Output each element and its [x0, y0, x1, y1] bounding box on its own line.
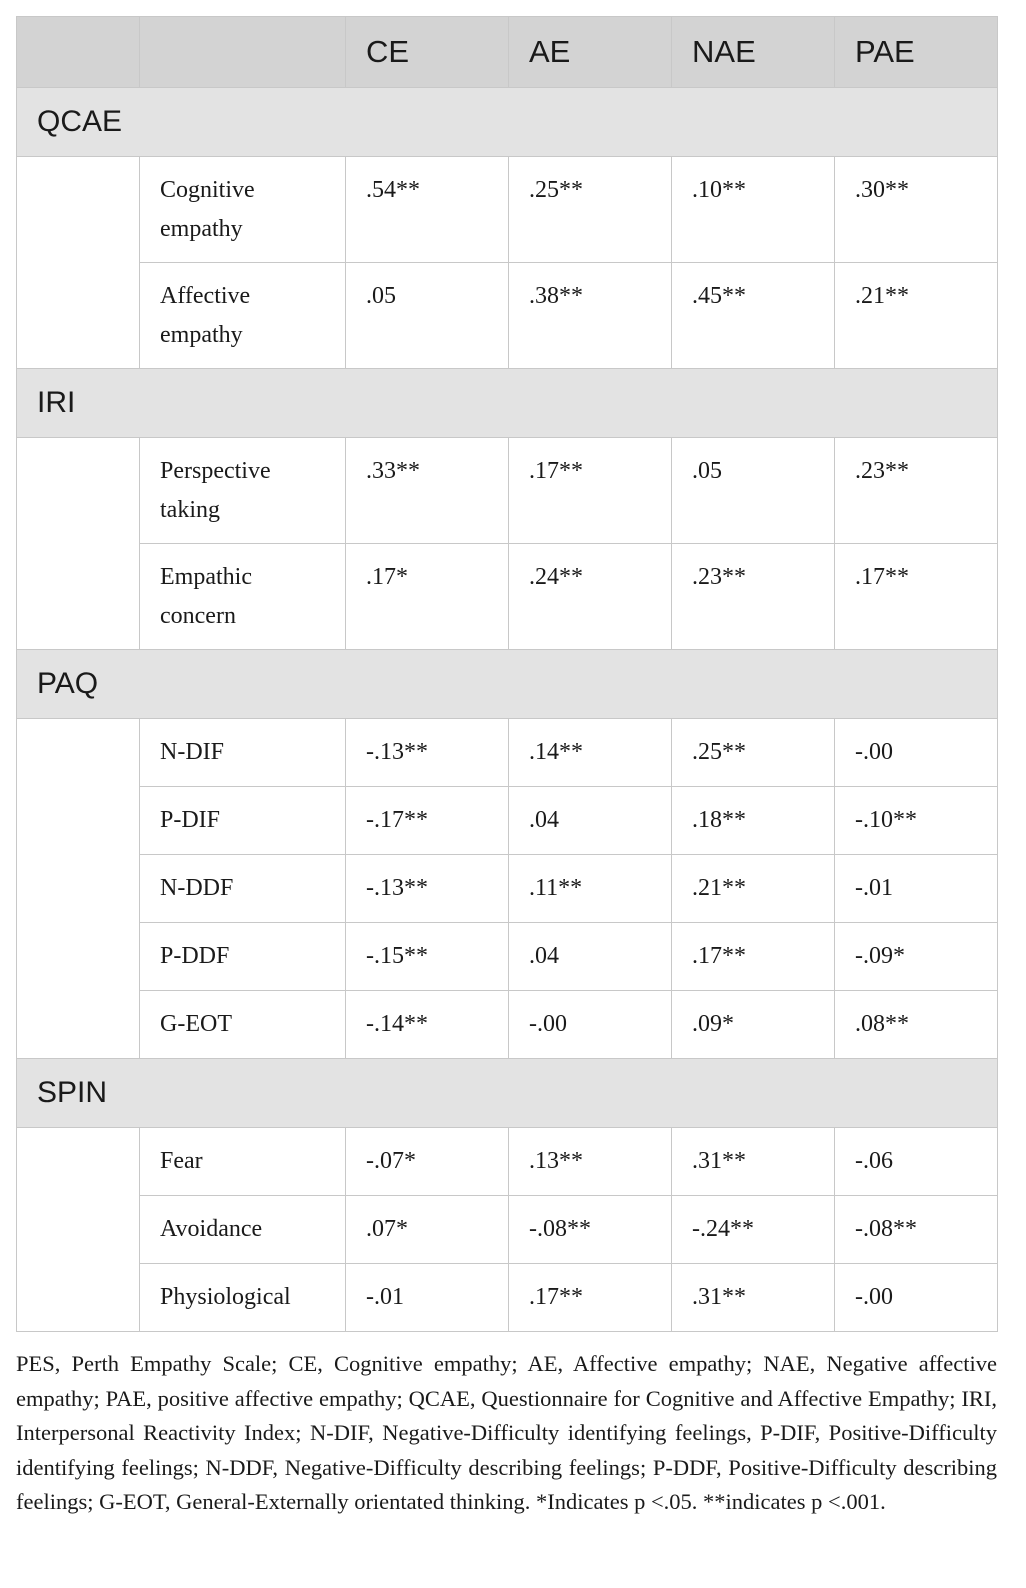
- value-cell: .11**: [509, 855, 672, 923]
- table-row: [17, 1264, 998, 1332]
- correlation-table-container: [16, 16, 997, 1332]
- section-heading: PAQ: [17, 650, 998, 719]
- row-label-cell: [140, 787, 346, 855]
- row-label-cell: [140, 855, 346, 923]
- row-label: Fear: [160, 1148, 203, 1174]
- table-row: [17, 438, 998, 544]
- table-row: [17, 991, 998, 1059]
- header-cell-ae: AE: [509, 17, 672, 88]
- value-cell: -.08**: [835, 1196, 998, 1264]
- row-label-cell: [140, 157, 346, 263]
- value-cell: .31**: [672, 1264, 835, 1332]
- value-cell: -.13**: [346, 719, 509, 787]
- row-label: Empathic concern: [160, 564, 252, 629]
- table-header: [17, 17, 998, 88]
- table-footnote: PES, Perth Empathy Scale; CE, Cognitive empathy; AE, Affective empathy; NAE, Negative affective empathy; PAE, positive affective empathy; QCAE, Questionnaire for Cognitive and Affective Empathy; IRI, Interpersonal Reactivity Index; N-DIF, Negative-Difficulty identifying feelings, P-DIF, Positive-Difficulty identifying feelings; N-DDF, Negative-Difficulty describing feelings; P-DDF, Positive-Difficulty describing feelings; G-EOT, General-Externally orientated thinking. *Indicates p <.05. **indicates p <.001.: [16, 1351, 997, 1514]
- table-row: [17, 157, 998, 263]
- section-heading: IRI: [17, 369, 998, 438]
- header-cell-ce: CE: [346, 17, 509, 88]
- section-row: [17, 369, 998, 438]
- table-row: [17, 719, 998, 787]
- table-row: [17, 855, 998, 923]
- section-row: [17, 650, 998, 719]
- table-body: [17, 88, 998, 1332]
- value-cell: -.00: [835, 1264, 998, 1332]
- value-cell: .33**: [346, 438, 509, 544]
- value-cell: .13**: [509, 1128, 672, 1196]
- value-cell: -.07*: [346, 1128, 509, 1196]
- value-cell: .08**: [835, 991, 998, 1059]
- table-row: [17, 1196, 998, 1264]
- value-cell: -.14**: [346, 991, 509, 1059]
- row-label-cell: [140, 719, 346, 787]
- value-cell: .09*: [672, 991, 835, 1059]
- row-label: N-DDF: [160, 875, 234, 901]
- section-row: [17, 1059, 998, 1128]
- value-cell: .17*: [346, 544, 509, 650]
- value-cell: .21**: [835, 263, 998, 369]
- value-cell: .25**: [672, 719, 835, 787]
- value-cell: .14**: [509, 719, 672, 787]
- header-row: [17, 17, 998, 88]
- value-cell: -.08**: [509, 1196, 672, 1264]
- value-cell: .25**: [509, 157, 672, 263]
- section-heading: SPIN: [17, 1059, 998, 1128]
- value-cell: -.15**: [346, 923, 509, 991]
- section-row: [17, 88, 998, 157]
- value-cell: .10**: [672, 157, 835, 263]
- row-label-cell: [140, 991, 346, 1059]
- table-row: [17, 263, 998, 369]
- value-cell: -.13**: [346, 855, 509, 923]
- indent-cell: [17, 438, 140, 650]
- header-cell-scale: [17, 17, 140, 88]
- row-label-cell: [140, 263, 346, 369]
- header-cell-nae: NAE: [672, 17, 835, 88]
- value-cell: .05: [346, 263, 509, 369]
- row-label-cell: [140, 438, 346, 544]
- value-cell: -.00: [509, 991, 672, 1059]
- value-cell: -.10**: [835, 787, 998, 855]
- value-cell: .23**: [835, 438, 998, 544]
- indent-cell: [17, 1128, 140, 1332]
- row-label: Avoidance: [160, 1216, 263, 1242]
- value-cell: -.24**: [672, 1196, 835, 1264]
- header-cell-subscale: [140, 17, 346, 88]
- row-label: N-DIF: [160, 739, 224, 765]
- value-cell: .07*: [346, 1196, 509, 1264]
- section-heading: QCAE: [17, 88, 998, 157]
- value-cell: .21**: [672, 855, 835, 923]
- value-cell: .54**: [346, 157, 509, 263]
- value-cell: -.01: [346, 1264, 509, 1332]
- value-cell: .05: [672, 438, 835, 544]
- header-cell-pae: PAE: [835, 17, 998, 88]
- table-row: [17, 1128, 998, 1196]
- value-cell: .30**: [835, 157, 998, 263]
- indent-cell: [17, 157, 140, 369]
- row-label: Cognitive empathy: [160, 177, 255, 242]
- row-label-cell: [140, 544, 346, 650]
- row-label-cell: [140, 1264, 346, 1332]
- value-cell: .24**: [509, 544, 672, 650]
- row-label-cell: [140, 1196, 346, 1264]
- value-cell: .38**: [509, 263, 672, 369]
- value-cell: -.00: [835, 719, 998, 787]
- row-label: Physiological: [160, 1284, 291, 1310]
- table-row: [17, 787, 998, 855]
- row-label-cell: [140, 1128, 346, 1196]
- row-label: Affective empathy: [160, 283, 251, 348]
- value-cell: .04: [509, 923, 672, 991]
- value-cell: .04: [509, 787, 672, 855]
- correlation-table: [16, 16, 998, 1332]
- row-label: G-EOT: [160, 1011, 232, 1037]
- value-cell: .17**: [835, 544, 998, 650]
- value-cell: -.17**: [346, 787, 509, 855]
- value-cell: .45**: [672, 263, 835, 369]
- indent-cell: [17, 719, 140, 1059]
- value-cell: -.01: [835, 855, 998, 923]
- value-cell: .17**: [509, 1264, 672, 1332]
- value-cell: -.06: [835, 1128, 998, 1196]
- row-label: P-DIF: [160, 807, 221, 833]
- row-label: P-DDF: [160, 943, 230, 969]
- value-cell: .17**: [672, 923, 835, 991]
- value-cell: .31**: [672, 1128, 835, 1196]
- table-row: [17, 544, 998, 650]
- row-label: Perspective taking: [160, 458, 271, 523]
- row-label-cell: [140, 923, 346, 991]
- table-row: [17, 923, 998, 991]
- value-cell: .23**: [672, 544, 835, 650]
- value-cell: .17**: [509, 438, 672, 544]
- value-cell: -.09*: [835, 923, 998, 991]
- value-cell: .18**: [672, 787, 835, 855]
